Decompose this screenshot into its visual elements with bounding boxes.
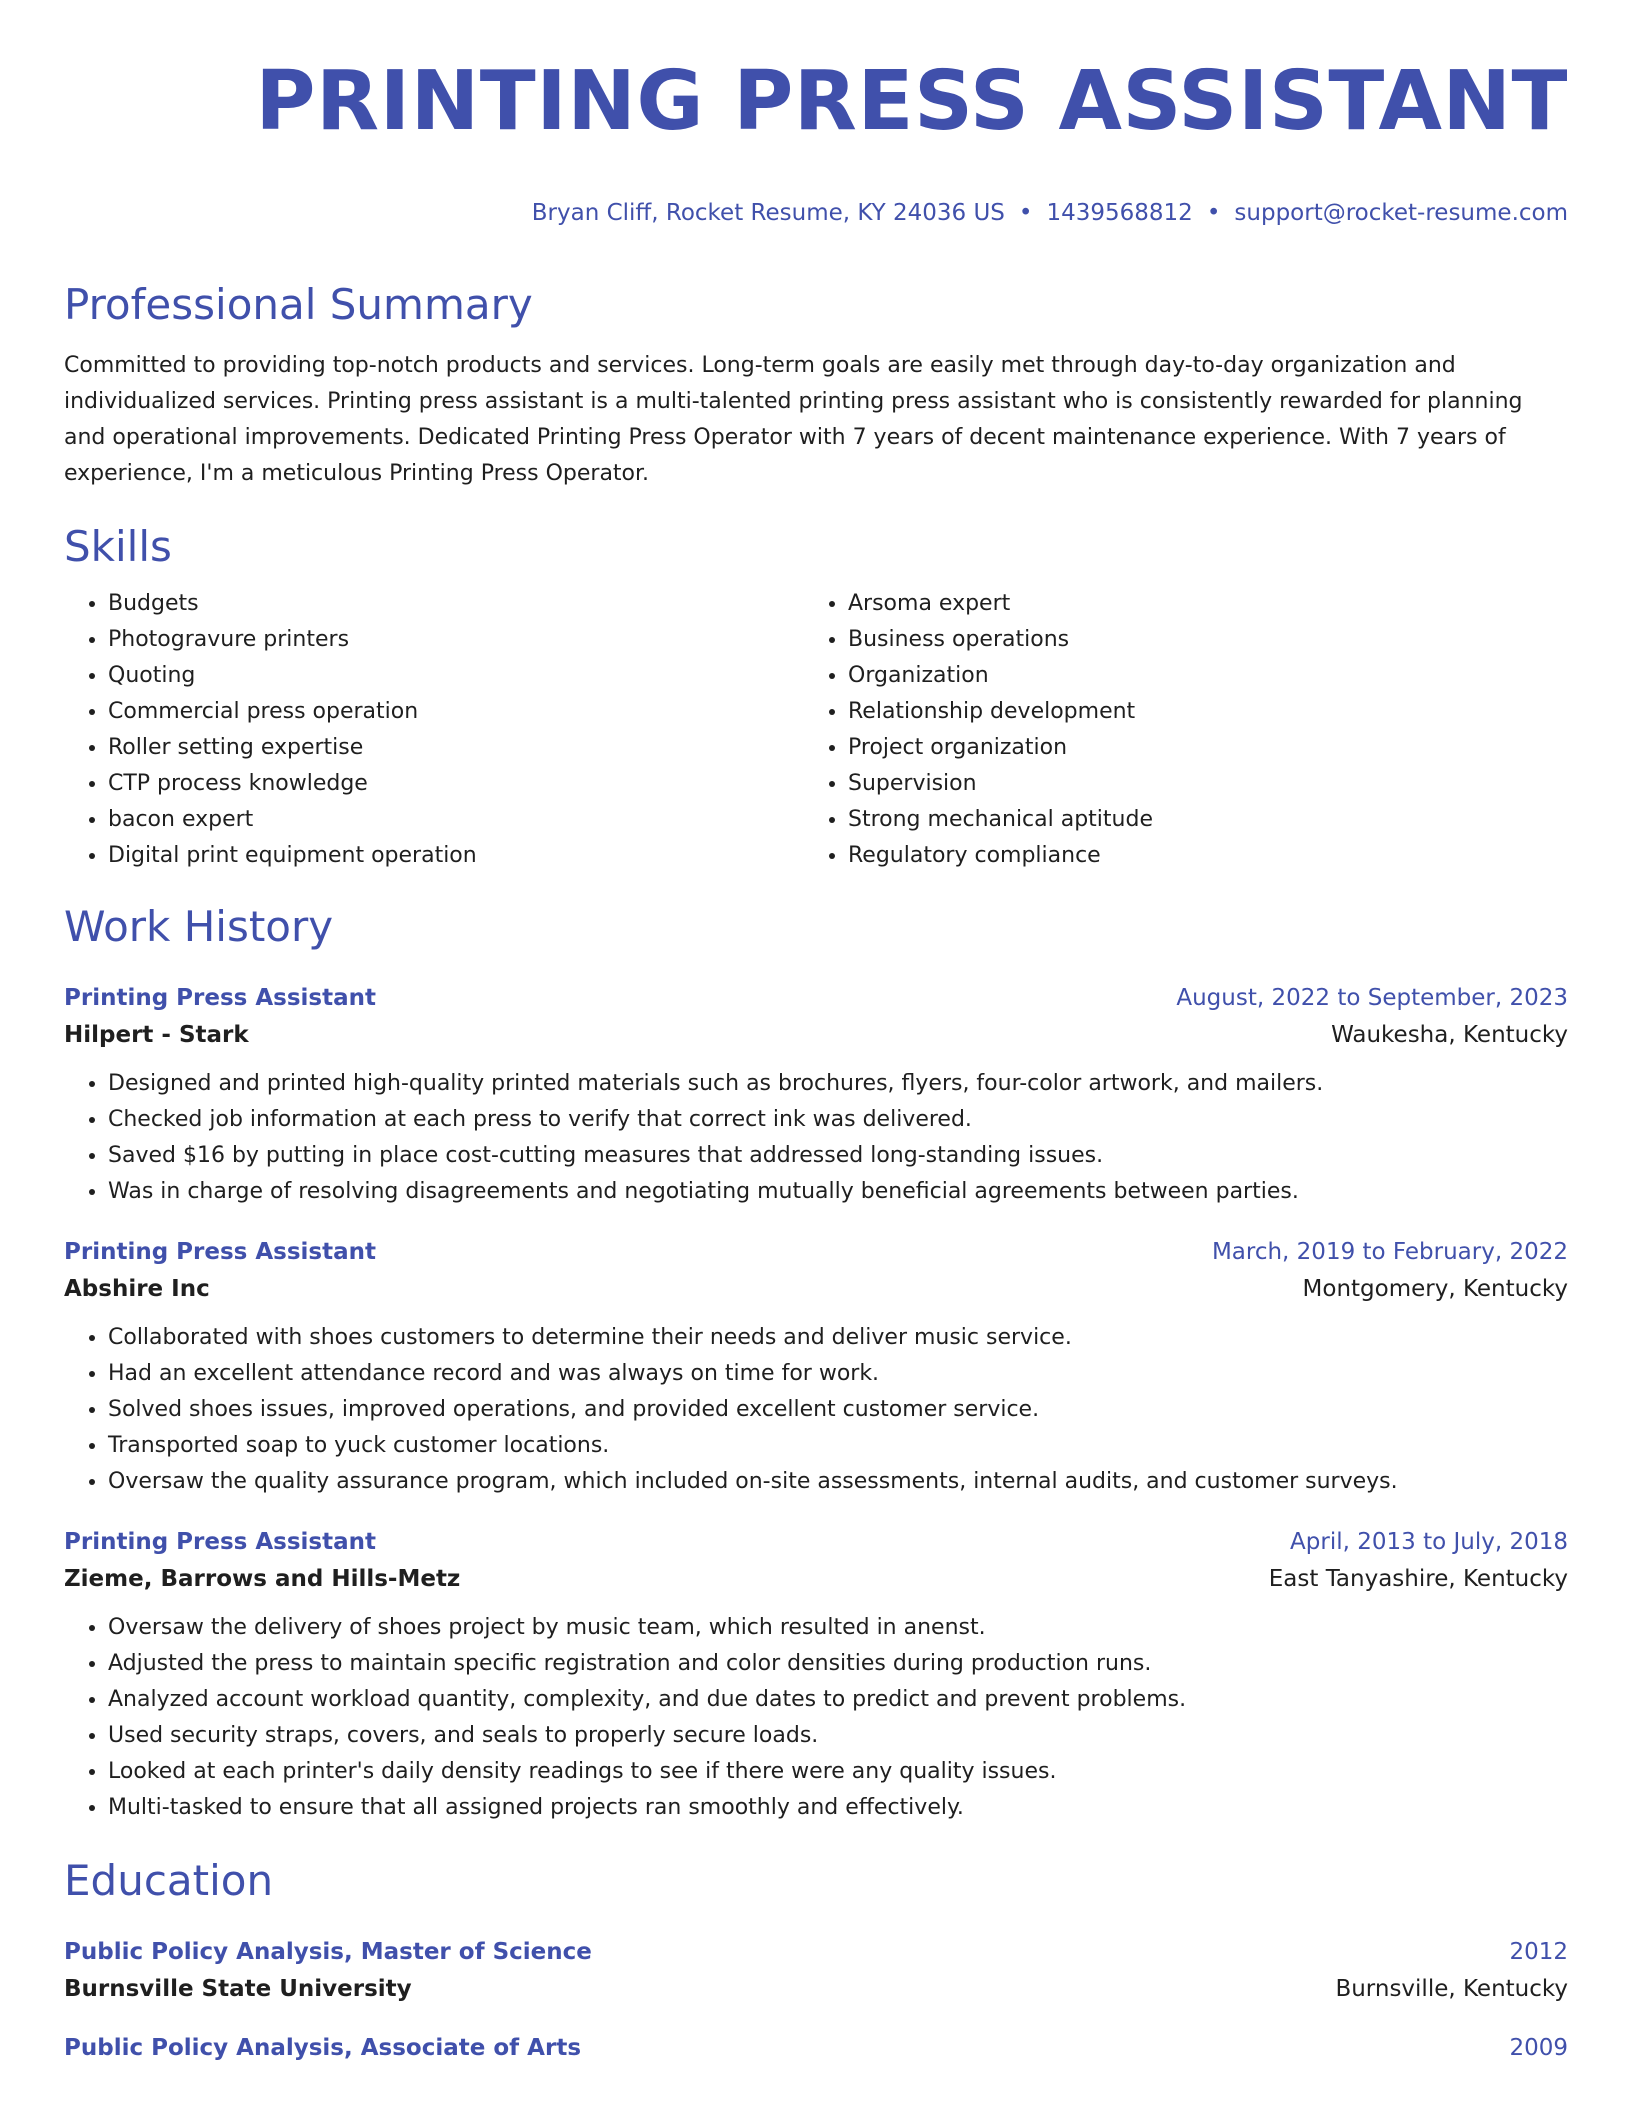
company-name: Zieme, Barrows and Hills-Metz: [64, 1566, 461, 1592]
section-title-skills: Skills: [64, 522, 172, 571]
job-bullet: • Oversaw the delivery of shoes project by music team, which resulted in anenst.: [108, 1610, 1568, 1646]
work-entry-subheader: [64, 1560, 1568, 1598]
job-bullet: • Was in charge of resolving disagreements and negotiating mutually beneficial agreements between parties.: [108, 1174, 1568, 1210]
education-degree: Public Policy Analysis, Associate of Arts: [64, 2035, 582, 2061]
skill-item: • CTP process knowledge: [108, 766, 804, 802]
skill-item: • Quoting: [108, 658, 804, 694]
resume-name-title: PRINTING PRESS ASSISTANT: [255, 54, 1568, 149]
skill-item: • Arsoma expert: [848, 586, 1568, 622]
skill-item: • Commercial press operation: [108, 694, 804, 730]
job-bullets: [64, 1610, 1568, 1826]
job-location: East Tanyashire, Kentucky: [1268, 1566, 1568, 1592]
job-bullet: • Saved $16 by putting in place cost-cutting measures that addressed long-standing issues.: [108, 1138, 1568, 1174]
section-title-work-history: Work History: [64, 902, 334, 951]
school-location: Burnsville, Kentucky: [1335, 1976, 1568, 2002]
education-entry: [64, 2030, 1568, 2066]
job-bullet: • Designed and printed high-quality printed materials such as brochures, flyers, four-color artwork, and mailers.: [108, 1066, 1568, 1102]
job-location: Montgomery, Kentucky: [1302, 1276, 1568, 1302]
skill-item: • Photogravure printers: [108, 622, 804, 658]
work-entry: [64, 1234, 1568, 1500]
contact-address: Bryan Cliff, Rocket Resume, KY 24036 US: [531, 200, 1005, 226]
job-dates: April, 2013 to July, 2018: [1290, 1529, 1568, 1555]
company-name: Hilpert - Stark: [64, 1022, 249, 1048]
education-entry-header: [64, 2030, 1568, 2066]
work-entry-header: [64, 1234, 1568, 1270]
job-bullet: • Analyzed account workload quantity, complexity, and due dates to predict and prevent problems.: [108, 1682, 1568, 1718]
skill-item: • Strong mechanical aptitude: [848, 802, 1568, 838]
skills-list: [64, 586, 1568, 874]
work-entry-subheader: [64, 1016, 1568, 1054]
work-entry: [64, 980, 1568, 1210]
job-dates: March, 2019 to February, 2022: [1211, 1239, 1568, 1265]
education-year: 2012: [1509, 1939, 1568, 1965]
skills-column-left: [64, 586, 804, 874]
job-bullet: • Used security straps, covers, and seals to properly secure loads.: [108, 1718, 1568, 1754]
skill-item: • Business operations: [848, 622, 1568, 658]
work-entry-header: [64, 980, 1568, 1016]
job-location: Waukesha, Kentucky: [1331, 1022, 1568, 1048]
skill-item: • Project organization: [848, 730, 1568, 766]
job-bullet: • Had an excellent attendance record and was always on time for work.: [108, 1356, 1568, 1392]
job-bullet: • Checked job information at each press to verify that correct ink was delivered.: [108, 1102, 1568, 1138]
work-entry-subheader: [64, 1270, 1568, 1308]
summary-text: Committed to providing top-notch products and services. Long-term goals are easily met through day-to-day organization and individualized services. Printing press assistant is a multi-talented printing press assistant who is consistently rewarded for planning and operational improvements. Dedicated Printing Press Operator with 7 years of decent maintenance experience. With 7 years of experience, I'm a meticulous Printing Press Operator.: [64, 353, 1523, 486]
job-title: Printing Press Assistant: [64, 985, 377, 1011]
education-entry: [64, 1934, 1568, 2008]
skill-item: • Roller setting expertise: [108, 730, 804, 766]
job-bullet: • Oversaw the quality assurance program, which included on-site assessments, internal audits, and customer surveys.: [108, 1464, 1568, 1500]
skill-item: • Organization: [848, 658, 1568, 694]
job-title: Printing Press Assistant: [64, 1239, 377, 1265]
job-bullet: • Solved shoes issues, improved operations, and provided excellent customer service.: [108, 1392, 1568, 1428]
job-bullets: [64, 1066, 1568, 1210]
contact-phone: 1439568812: [1046, 200, 1193, 226]
job-bullet: • Adjusted the press to maintain specific registration and color densities during production runs.: [108, 1646, 1568, 1682]
skill-item: • Relationship development: [848, 694, 1568, 730]
education-degree: Public Policy Analysis, Master of Science: [64, 1939, 592, 1965]
contact-email: support@rocket-resume.com: [1234, 200, 1568, 226]
section-title-education: Education: [64, 1856, 274, 1905]
job-title: Printing Press Assistant: [64, 1529, 377, 1555]
job-bullet: • Collaborated with shoes customers to determine their needs and deliver music service.: [108, 1320, 1568, 1356]
contact-line: [64, 196, 1568, 230]
education-year: 2009: [1509, 2035, 1568, 2061]
contact-separator: •: [1018, 200, 1033, 226]
work-entry-header: [64, 1524, 1568, 1560]
skill-item: • Digital print equipment operation: [108, 838, 804, 874]
contact-separator: •: [1206, 200, 1221, 226]
work-entry: [64, 1524, 1568, 1826]
skill-item: • Regulatory compliance: [848, 838, 1568, 874]
education-entry-subheader: [64, 1970, 1568, 2008]
school-name: Burnsville State University: [64, 1976, 412, 2002]
job-bullet: • Looked at each printer's daily density readings to see if there were any quality issues.: [108, 1754, 1568, 1790]
job-bullet: • Transported soap to yuck customer locations.: [108, 1428, 1568, 1464]
skill-item: • Budgets: [108, 586, 804, 622]
job-dates: August, 2022 to September, 2023: [1176, 985, 1568, 1011]
section-title-summary: Professional Summary: [64, 280, 533, 329]
skill-item: • bacon expert: [108, 802, 804, 838]
education-entry-header: [64, 1934, 1568, 1970]
job-bullet: • Multi-tasked to ensure that all assigned projects ran smoothly and effectively.: [108, 1790, 1568, 1826]
skill-item: • Supervision: [848, 766, 1568, 802]
skills-column-right: [804, 586, 1568, 874]
company-name: Abshire Inc: [64, 1276, 210, 1302]
job-bullets: [64, 1320, 1568, 1500]
